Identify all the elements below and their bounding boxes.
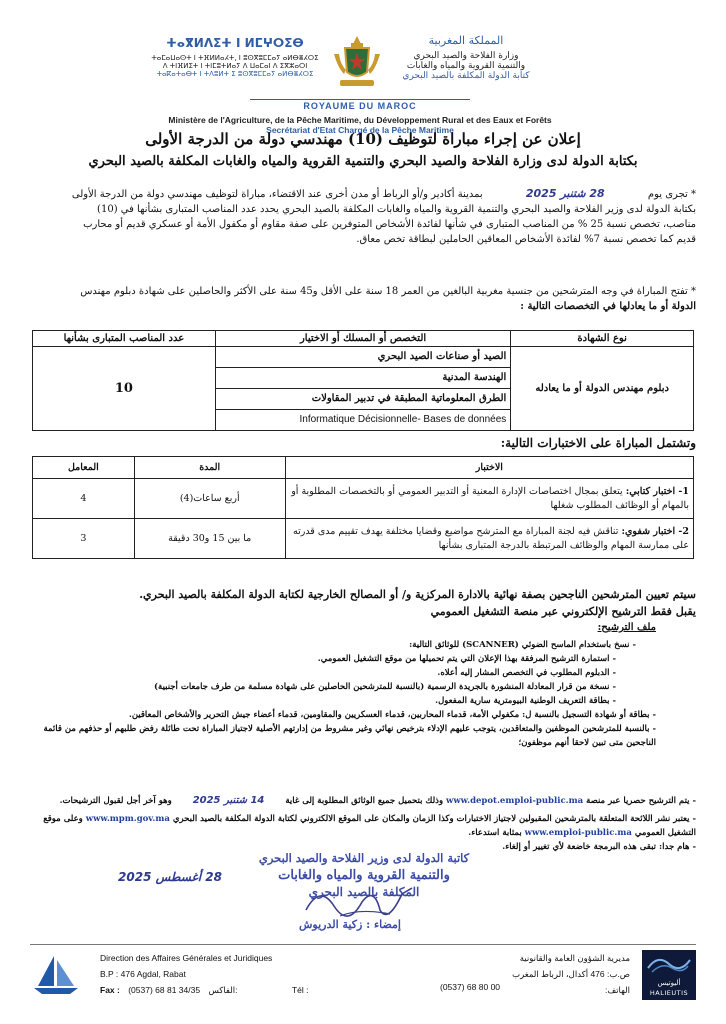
exam-duration: ما بين 15 و30 دقيقة [134, 519, 285, 559]
emploi-public-url[interactable]: www.emploi-public.ma [524, 828, 632, 838]
tel-number: (0537) 68 80 00 [440, 982, 501, 992]
exams-table [32, 456, 694, 559]
exam-duration: أربع ساعات(4) [134, 479, 285, 519]
dossier-title: ملف الترشيح: [597, 622, 656, 633]
title-line-2: بكتابة الدولة لدى وزارة الفلاحة والصيد البحري والتنمية القروية والمياه والغابات المكلفة بالصيد البحري [88, 154, 638, 169]
publication-line [24, 826, 696, 840]
halieutis-ar: أليوتيس [657, 979, 681, 987]
intro-line: مناصب، تخصص نسبة 25 % من المناصب المتبارى في شأنها لفائدة الأشخاص المتوفرين على صفة مقاوم أو مكفول الأمة أو عسكري قديم أو محارب [83, 219, 696, 230]
eligibility-line: * تفتح المباراة في وجه المترشحين من جنسية مغربية البالغين من العمر 18 سنة على الأقل و45 سنة على الأكثر والحاصلين على شهادة دبلوم مهندس [80, 286, 696, 297]
electronic-only-notice: يقبل فقط الترشيح الإلكتروني عبر منصة التشغيل العمومي [430, 605, 696, 618]
ministere-label: Ministère de l'Agriculture, de la Pêche Maritime, du Développement Rural et des Eaux et Forêts [168, 115, 552, 125]
list-item: - استمارة الترشيح المرفقة بهذا الإعلان التي يتم تحميلها من موقع التشغيل العمومي. [317, 654, 616, 664]
stamp-line: كاتبة الدولة لدى وزير الفلاحة والصيد البحري [258, 851, 470, 865]
table-header: الاختبار [285, 457, 693, 479]
fax-label: Fax : [100, 985, 120, 995]
notices-block [24, 586, 696, 636]
deposit-mid: وذلك بتحميل جميع الوثائق المطلوبة إلى غاية [285, 796, 444, 806]
specialties-cell [215, 347, 510, 431]
intro-line: بكتابة الدولة لدى وزير الفلاحة والصيد البحري والتنمية القروية والمياه والغابات المكلفة بالصيد البحري يحدد عدد المناصب المتبارى بشأنها في (10) [97, 204, 696, 215]
deposit-lead: - يتم الترشيح حصريا عبر منصة [586, 796, 696, 806]
specialties-table [32, 330, 694, 431]
signed-by: إمضاء : زكية الدريوش [299, 918, 401, 931]
publication-notice [24, 812, 696, 854]
table-header: نوع الشهادة [511, 331, 694, 347]
exam-date-handwritten: 28 شتنبر 2025 [525, 187, 605, 200]
announcement-title [40, 128, 686, 174]
exam-description [285, 479, 693, 519]
exam-coefficient: 3 [33, 519, 135, 559]
deposit-line [24, 794, 696, 808]
intro-rest: بمدينة أكادير و/أو الرباط أو مدن أخرى عند الاقتضاء، مباراة لتوظيف مهندسي دولة من الدرجة الأولى [71, 189, 483, 200]
publication-text: التشغيل العمومي [634, 828, 696, 838]
specialty-item: الطرق المعلوماتية المطبقة في تدبير المقاولات [216, 389, 510, 410]
deposit-url[interactable]: www.depot.emploi-public.ma [446, 796, 584, 806]
dossier-items [24, 638, 656, 750]
appointment-notice: سيتم تعيين المترشحين الناجحين بصفة نهائية بالادارة المركزية و/ أو المصالح الخارجية لكتابة الدولة المكلفة بالصيد البحري. [139, 588, 696, 601]
exam-description [285, 519, 693, 559]
tifinagh-line: ⵜⴰⵎⴰⵡⴰⵙⵜ ⵏ ⵜⴼⵍⵍⴰⵃⵜ, ⵏ ⵓⵙⴳⵓⵎⵎⴰⵢ ⴰⵍⴱⴻⵃⵔⵉ [151, 54, 319, 62]
list-item: - نسخ باستخدام الماسح الضوئي (SCANNER) للوثائق التالية: [409, 640, 636, 650]
list-item: - بالنسبة للمترشحين الموظفين والمتعاقدين، يتوجب عليهم الإدلاء بترخيص نهائي وغير مشروط من إدارتهم الأصلية لاجتياز المباراة تحت طائلة رفض طلبهم أو حذفهم من قائمة الناجحين متى تبين لاحقا أنهم موظفون؛ [43, 724, 656, 748]
royaume-label: ROYAUME DU MAROC [250, 99, 470, 111]
secretariat-label: Secrétariat d'Etat Chargé de la Pêche Maritime [266, 125, 454, 135]
footer-left [100, 950, 360, 998]
intro-line: قديم كما تخصص نسبة 7% لفائدة الأشخاص المعاقين الحاملين لبطاقة تخص معاق. [356, 234, 696, 245]
table-header: عدد المناصب المتبارى بشأنها [33, 331, 216, 347]
table-header: التخصص أو المسلك أو الاختيار [215, 331, 510, 347]
posts-cell: 10 [33, 347, 216, 431]
stamp-line: والتنمية القروية والمياه والغابات [278, 868, 450, 883]
boat-logo-icon [30, 950, 82, 998]
arabic-header-line: المملكة المغربية [428, 34, 504, 47]
diploma-cell: دبلوم مهندس الدولة أو ما يعادله [511, 347, 694, 431]
wave-logo-icon [642, 950, 696, 974]
specialty-item: الصيد أو صناعات الصيد البحري [216, 347, 510, 368]
publication-mid: وعلى موقع [43, 814, 83, 824]
publication-end: بمثابة استدعاء. [468, 828, 522, 838]
specialty-item: Informatique Décisionnelle- Bases de données [299, 414, 507, 425]
table-header: المعامل [33, 457, 135, 479]
list-item: - نسخة من قرار المعادلة المنشورة بالجريدة الرسمية (بالنسبة للمترشحين الحاصلين على شهادة مسلمة من طرف جامعات أجنبية) [153, 682, 616, 692]
royal-emblem [330, 34, 384, 90]
deadline-date-handwritten: 14 شتنبر 2025 [192, 795, 265, 806]
exam-coefficient: 4 [33, 479, 135, 519]
tel-label-ar: الهاتف: [605, 985, 630, 995]
address-fr: B.P : 476 Agdal, Rabat [100, 969, 186, 979]
exam-text: تناقش فيه لجنة المباراة مع المترشح مواضيع وقضايا مختلفة يهدف تقييم مدى قدرته على ممارسة المهام والوظائف المرتبطة بالدرجة المتبارى بشأنها [293, 525, 689, 551]
list-item: - بطاقة أو شهادة التسجيل بالنسبة ل: مكفولي الأمة، قدماء المحاربين، قدماء العسكريين والمقاومين، قدماء أعضاء جيش التحرير والأشخاص المعاقين. [128, 710, 656, 720]
direction-ar: مديرية الشؤون العامة والقانونية [519, 953, 630, 963]
deposit-end: وهو آخر أجل لقبول الترشيحات. [59, 796, 172, 806]
fax-number: (0537) 68 81 34/35 [128, 985, 201, 995]
arabic-header-line: والتنمية القروية والمياه والغابات [406, 61, 526, 71]
tifinagh-header [150, 36, 320, 78]
arabic-header-line: كتابة الدولة المكلفة بالصيد البحري [402, 71, 530, 81]
list-item: - الدبلوم المطلوب في التخصص المشار إليه أعلاه. [437, 668, 616, 678]
halieutis-fr: HALIEUTIS [649, 989, 689, 997]
publication-line [24, 812, 696, 826]
publication-text: - يعتبر نشر اللائحة المتعلقة بالمترشحين المقبولين لاجتياز الاختبارات وكذا الزمان والمكان على الموقع الالكتروني لكتابة الدولة المكلفة بالصيد البحري [172, 814, 696, 824]
ministry-footer-logo [30, 950, 82, 998]
intro-paragraph-2 [30, 284, 696, 314]
intro-paragraph-1 [30, 186, 696, 247]
tifinagh-line: ⵜⴰⴳⵍⴷⵉⵜ ⵏ ⵍⵎⵖⵔⵉⴱ [166, 36, 304, 50]
signature-date-handwritten: 28 أغسطس 2025 [118, 870, 222, 884]
footer-divider [30, 944, 696, 945]
table-header: المدة [134, 457, 285, 479]
exam-label: 2- اختبار شفوي: [621, 525, 689, 537]
stamp-line: المكلفة بالصيد البحري [308, 885, 420, 899]
halieutis-logo [642, 950, 696, 1000]
direction-fr: Direction des Affaires Générales et Juridiques [100, 953, 273, 963]
title-line-1: إعلان عن إجراء مباراة لتوظيف (10) مهندسي دولة من الدرجة الأولى [145, 130, 581, 148]
fax-line [100, 982, 360, 998]
arabic-header [392, 34, 540, 81]
royal-emblem-icon [330, 34, 384, 90]
intro-lead: * تجرى يوم [647, 189, 696, 200]
arabic-header-line: وزارة الفلاحة والصيد البحري [413, 51, 519, 61]
tel-label: Tél : [291, 985, 309, 995]
mpm-url[interactable]: www.mpm.gov.ma [85, 814, 170, 824]
eligibility-line: الدولة أو ما يعادلها في التخصصات التالية : [520, 301, 696, 312]
specialty-item: الهندسة المدنية [216, 368, 510, 389]
important-note: - هام جدا: تبقى هذه البرمجة خاضعة لأي تغيير أو إلغاء. [502, 842, 696, 852]
exam-label: 1- اختبار كتابي: [625, 485, 689, 497]
tifinagh-line: ⵜⴰⴽⴰⵜⴰⴱⵜ ⵏ ⵜⴷⵓⵍⵜ ⵉ ⵓⵙⴳⵓⵎⵎⴰⵢ ⴰⵍⴱⴻⵃⵔⵉ [156, 70, 314, 78]
tifinagh-line: ⴷ ⵜⵏⴼⵍⵉⵜ ⵏ ⵜⵏⵎⵓⵜⵍⴰⵢ ⴷ ⵡⴰⵎⴰⵏ ⴷ ⵉⴳⵣⴰⵔⵏ [162, 62, 308, 70]
list-item: - بطاقة التعريف الوطنية البيومترية سارية المفعول. [435, 696, 616, 706]
address-ar: ص.ب: 476 أكدال، الرباط المغرب [512, 969, 630, 979]
exams-intro: وتشتمل المباراة على الاختبارات التالية: [500, 436, 696, 450]
exam-text: يتعلق بمجال اختصاصات الإدارة المعنية أو التدبير العمومي أو بالتخصصات المطلوبة أو بالمهام أو الوظائف المطلوب شغلها [291, 485, 689, 511]
fax-label-ar: الفاكس: [208, 985, 238, 995]
intro-line [30, 186, 696, 202]
